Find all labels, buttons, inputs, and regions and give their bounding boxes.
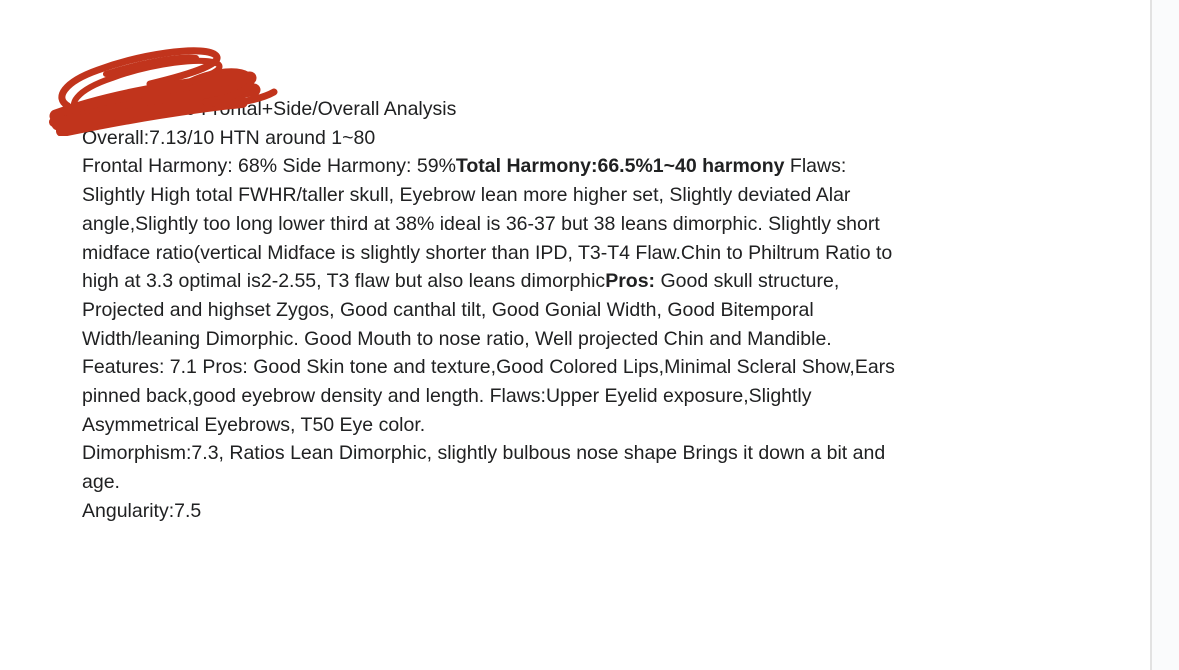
text-segment: Slightly High total FWHR/taller skull, Eyebrow lean more higher set, Slightly deviated Alar	[82, 184, 851, 207]
text-segment: Angularity:7.5	[82, 499, 202, 522]
text-line	[82, 411, 1042, 440]
analysis-text-block	[82, 95, 1042, 526]
text-segment: 50 Frontal+Side/Overall Analysis	[174, 98, 457, 120]
bold-text-segment: Pros:	[605, 270, 656, 293]
text-segment: pinned back,good eyebrow density and length. Flaws:Upper Eyelid exposure,Slightly	[82, 385, 812, 408]
bold-text-segment: Total Harmony:66.5%1~40 harmony	[455, 155, 785, 178]
text-segment: Overall:7.13/10 HTN around 1~80	[82, 126, 376, 149]
text-line	[82, 95, 1042, 124]
text-line	[82, 325, 1042, 354]
window-edge-strip	[1152, 0, 1179, 670]
text-line	[82, 468, 1042, 497]
text-segment: angle,Slightly too long lower third at 38% ideal is 36-37 but 38 leans dimorphic. Slightly short	[82, 212, 880, 235]
text-segment: Features: 7.1 Pros: Good Skin tone and texture,Good Colored Lips,Minimal Scleral Show,Ears	[82, 356, 895, 379]
text-segment: Dimorphism:7.3, Ratios Lean Dimorphic, slightly bulbous nose shape Brings it down a bit and	[82, 442, 886, 465]
text-line	[82, 239, 1042, 268]
text-line	[82, 497, 1042, 526]
text-line	[82, 439, 1042, 468]
text-segment: Width/leaning Dimorphic. Good Mouth to nose ratio, Well projected Chin and Mandible.	[82, 327, 832, 350]
text-line	[82, 210, 1042, 239]
text-segment: high at 3.3 optimal is2-2.55, T3 flaw but also leans dimorphic	[82, 270, 606, 293]
text-segment: Asymmetrical Eyebrows, T50 Eye color.	[82, 413, 426, 436]
text-segment: Good skull structure,	[655, 270, 840, 293]
text-line	[82, 267, 1042, 296]
text-line	[82, 181, 1042, 210]
text-segment: Projected and highset Zygos, Good canthal tilt, Good Gonial Width, Good Bitemporal	[82, 298, 814, 321]
text-line	[82, 296, 1042, 325]
text-line	[82, 124, 1042, 153]
text-segment: Flaws:	[784, 155, 847, 178]
text-segment: midface ratio(vertical Midface is slightly shorter than IPD, T3-T4 Flaw.Chin to Philtrum Ratio to	[82, 241, 893, 264]
text-segment: age.	[82, 471, 120, 494]
text-segment: Frontal Harmony: 68% Side Harmony: 59%	[82, 155, 456, 178]
text-line	[82, 382, 1042, 411]
text-line	[82, 152, 1042, 181]
text-line	[82, 353, 1042, 382]
